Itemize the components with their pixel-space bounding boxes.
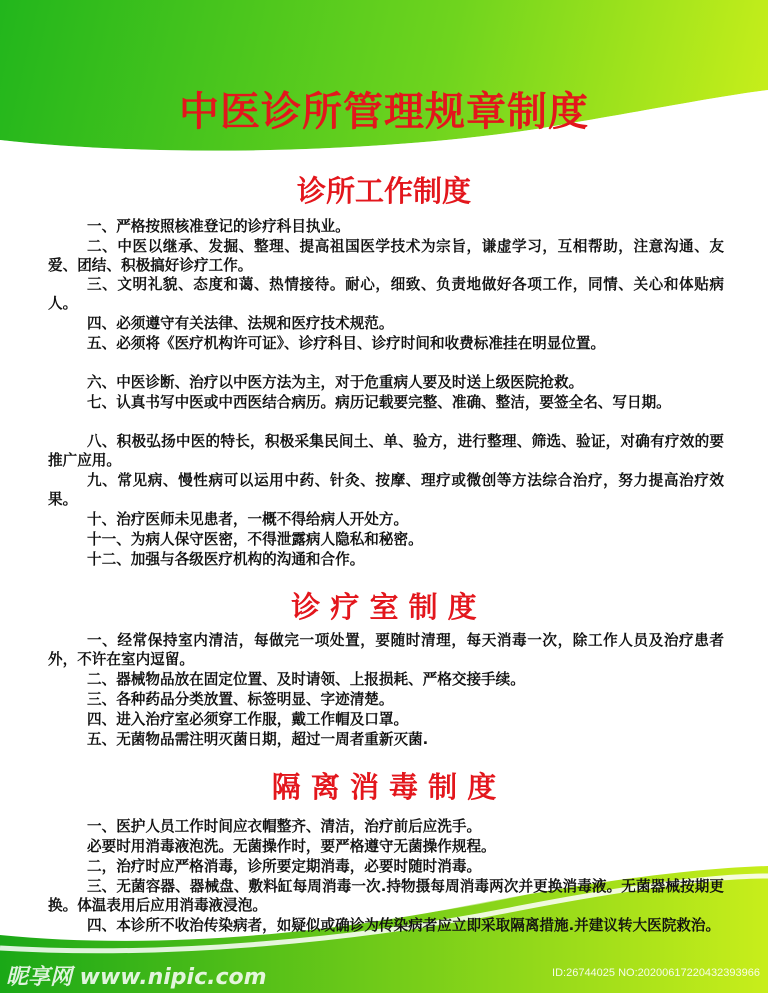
rule-item: 九、常见病、慢性病可以运用中药、针灸、按摩、理疗或微创等方法综合治疗，努力提高治疗效果。 (48, 472, 724, 508)
rule-item: 六、中医诊断、治疗以中医方法为主，对于危重病人要及时送上级医院抢救。 (87, 374, 584, 391)
rule-item: 二、中医以继承、发掘、整理、提高祖国医学技术为宗旨，谦虚学习，互相帮助，注意沟通、友爱、团结、积极搞好诊疗工作。 (48, 238, 724, 274)
rule-item: 必要时用消毒液泡洗。无菌操作时，要严格遵守无菌操作规程。 (87, 838, 496, 855)
image-id: ID:26744025 NO:20200617220432393966 (552, 967, 760, 979)
rule-item: 二，治疗时应严格消毒，诊所要定期消毒，必要时随时消毒。 (87, 858, 482, 875)
rule-item: 三、各种药品分类放置、标签明显、字迹清楚。 (87, 691, 394, 708)
section-title-isolation: 隔 离 消 毒 制 度 (271, 770, 497, 804)
section-title-clinic-rules: 诊所工作制度 (296, 174, 471, 208)
rule-item: 五、无菌物品需注明灭菌日期，超过一周者重新灭菌. (87, 731, 429, 748)
rule-item: 三、文明礼貌、态度和蔼、热情接待。耐心，细致、负责地做好各项工作，同情、关心和体贴病人。 (48, 276, 724, 312)
rule-item: 五、必须将《医疗机构许可证》、诊疗科目、诊疗时间和收费标准挂在明显位置。 (87, 335, 606, 352)
rule-item: 十、治疗医师未见患者，一概不得给病人开处方。 (87, 511, 409, 528)
rule-item: 四、进入治疗室必须穿工作服，戴工作帽及口罩。 (87, 711, 409, 728)
rule-item: 四、必须遵守有关法律、法规和医疗技术规范。 (87, 315, 394, 332)
rule-item: 一、经常保持室内清洁，每做完一项处置，要随时清理，每天消毒一次，除工作人员及治疗患者外，不许在室内逗留。 (48, 632, 724, 668)
rule-item: 七、认真书写中医或中西医结合病历。病历记载要完整、准确、整洁，要签全名、写日期。 (87, 394, 671, 411)
rule-item: 一、严格按照核准登记的诊疗科目执业。 (87, 218, 350, 235)
rule-item: 十二、加强与各级医疗机构的沟通和合作。 (87, 551, 365, 568)
watermark: 昵享网 www.nipic.com (6, 965, 267, 990)
rule-item: 三、无菌容器、器械盘、敷料缸每周消毒一次.持物摄每周消毒两次并更换消毒液。无菌器械按期更换。体温表用后应用消毒液浸泡。 (48, 878, 724, 914)
rule-item: 八、积极弘扬中医的特长，积极采集民间土、单、验方，进行整理、筛选、验证，对确有疗效的要推广应用。 (48, 433, 724, 469)
section-title-treatment-room: 诊 疗 室 制 度 (291, 590, 477, 624)
rule-item: 四、本诊所不收治传染病者，如疑似或确诊为传染病者应立即采取隔离措施.并建议转大医院救治。 (87, 917, 721, 934)
rule-item: 一、医护人员工作时间应衣帽整齐、清洁，治疗前后应洗手。 (87, 818, 482, 835)
rule-item: 十一、为病人保守医密，不得泄露病人隐私和秘密。 (87, 531, 423, 548)
page-title: 中医诊所管理规章制度 (179, 89, 589, 135)
rule-item: 二、器械物品放在固定位置、及时请领、上报损耗、严格交接手续。 (87, 671, 525, 688)
